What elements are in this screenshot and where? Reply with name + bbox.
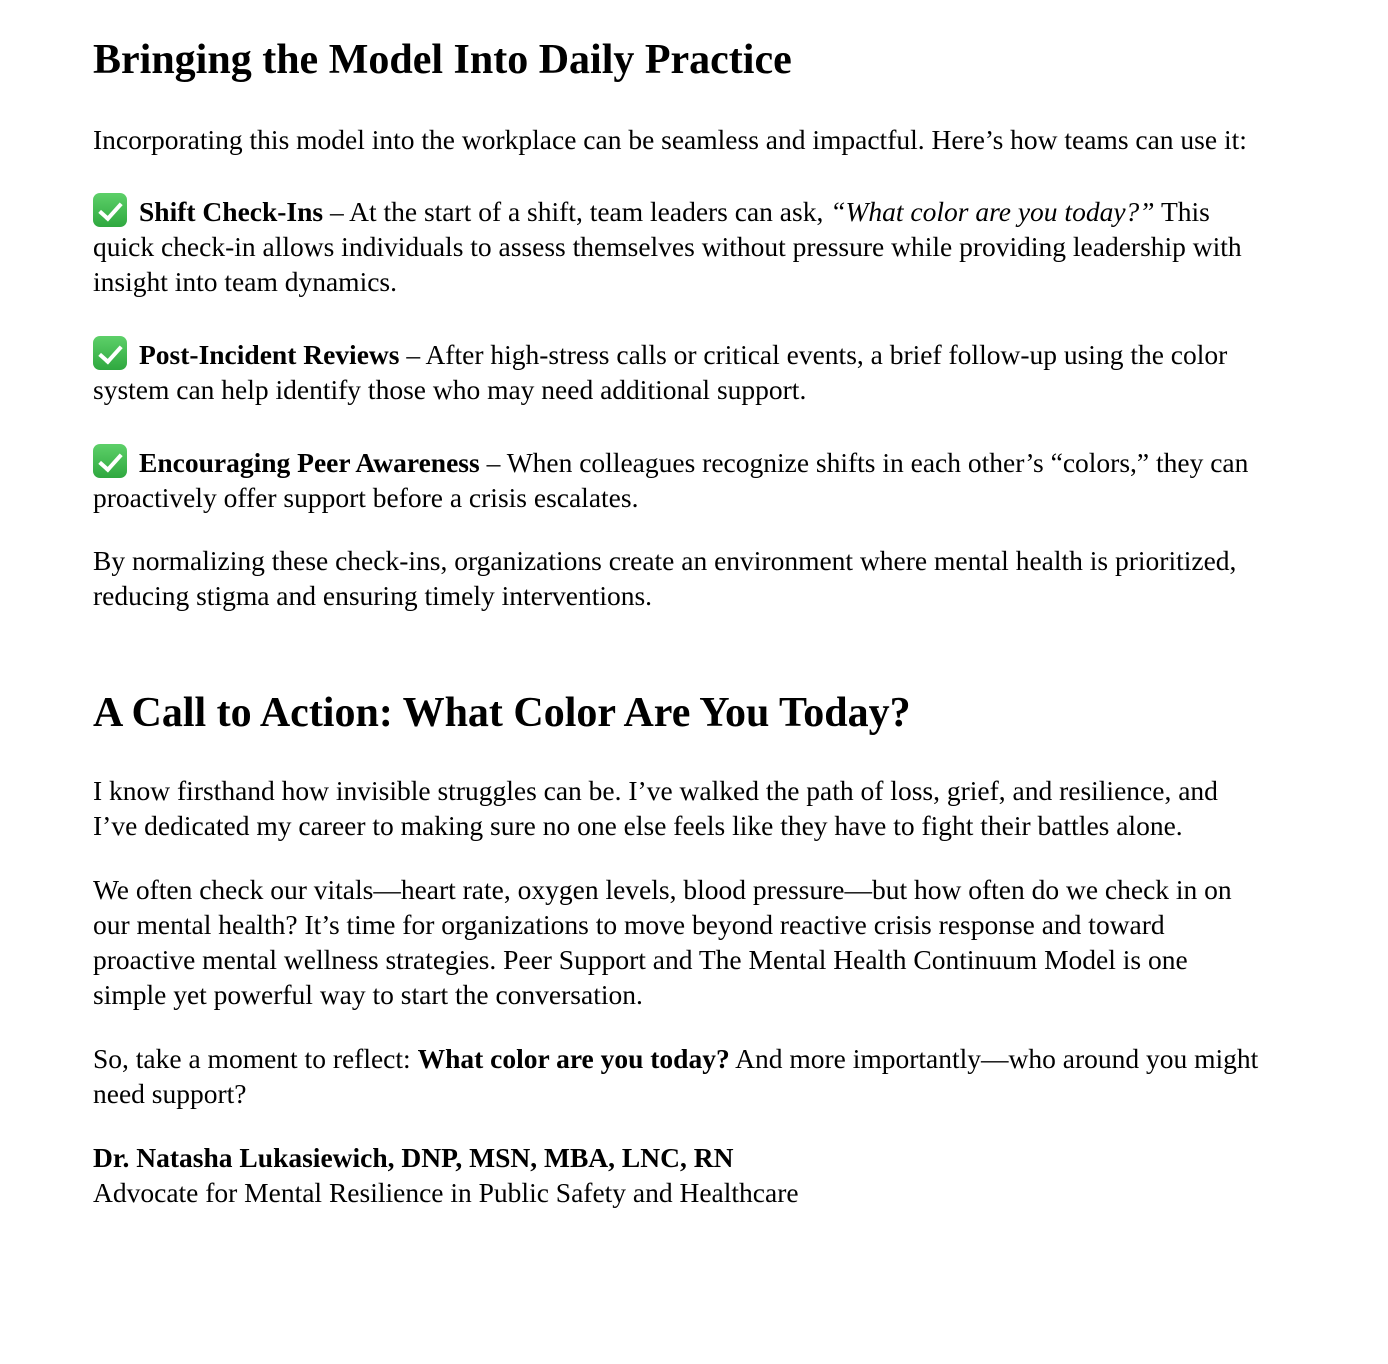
bullet-title: Post-Incident Reviews: [139, 339, 400, 370]
check-mark-icon: [93, 444, 127, 478]
bullet-title: Shift Check-Ins: [139, 196, 324, 227]
reflect-text: And more importantly—who around you might need support?: [93, 1043, 1259, 1109]
section-heading-call-to-action: A Call to Action: What Color Are You Today?: [93, 690, 911, 736]
bullet-text: – After high-stress calls or critical events, a brief follow-up using the color system can help identify those who may need additional support.: [93, 339, 1228, 405]
reflect-question: What color are you today?: [417, 1043, 730, 1074]
bullet-title: Encouraging Peer Awareness: [139, 447, 480, 478]
paragraph-firsthand: I know firsthand how invisible struggles can be. I’ve walked the path of loss, grief, and resilience, and I’ve dedicated my career to making sure no one else feels like they have to fight their battles alone.: [93, 775, 1218, 841]
bullet-text: This quick check-in allows individuals to assess themselves without pressure while providing leadership with insight into team dynamics.: [93, 196, 1242, 297]
author-name: Dr. Natasha Lukasiewich, DNP, MSN, MBA, LNC, RN: [93, 1142, 734, 1173]
section-heading-daily-practice: Bringing the Model Into Daily Practice: [93, 37, 792, 83]
bullet-text: – When colleagues recognize shifts in each other’s “colors,” they can proactively offer support before a crisis escalates.: [93, 447, 1249, 513]
paragraph-reflect: [93, 1041, 1263, 1111]
bullet-shift-check-ins: [93, 193, 1263, 299]
check-mark-icon: [93, 336, 127, 370]
reflect-text: So, take a moment to reflect:: [93, 1043, 418, 1074]
bullet-peer-awareness: [93, 444, 1263, 515]
intro-paragraph: Incorporating this model into the workplace can be seamless and impactful. Here’s how teams can use it:: [93, 124, 1247, 155]
bullet-text: – At the start of a shift, team leaders can ask,: [323, 196, 831, 227]
bullet-post-incident-reviews: [93, 336, 1263, 407]
closing-paragraph: By normalizing these check-ins, organizations create an environment where mental health is prioritized, reducing stigma and ensuring timely interventions.: [93, 545, 1237, 611]
paragraph-vitals: We often check our vitals—heart rate, oxygen levels, blood pressure—but how often do we check in on our mental health? It’s time for organizations to move beyond reactive crisis response and toward proactive mental wellness strategies. Peer Support and The Mental Health Continuum Model is one simple yet powerful way to start the conversation.: [93, 874, 1232, 1010]
check-mark-icon: [93, 193, 127, 227]
bullet-quote: “What color are you today?”: [830, 196, 1155, 227]
signature-block: [93, 1140, 1263, 1210]
article-content: [93, 30, 1263, 1210]
author-title: Advocate for Mental Resilience in Public Safety and Healthcare: [93, 1177, 799, 1208]
